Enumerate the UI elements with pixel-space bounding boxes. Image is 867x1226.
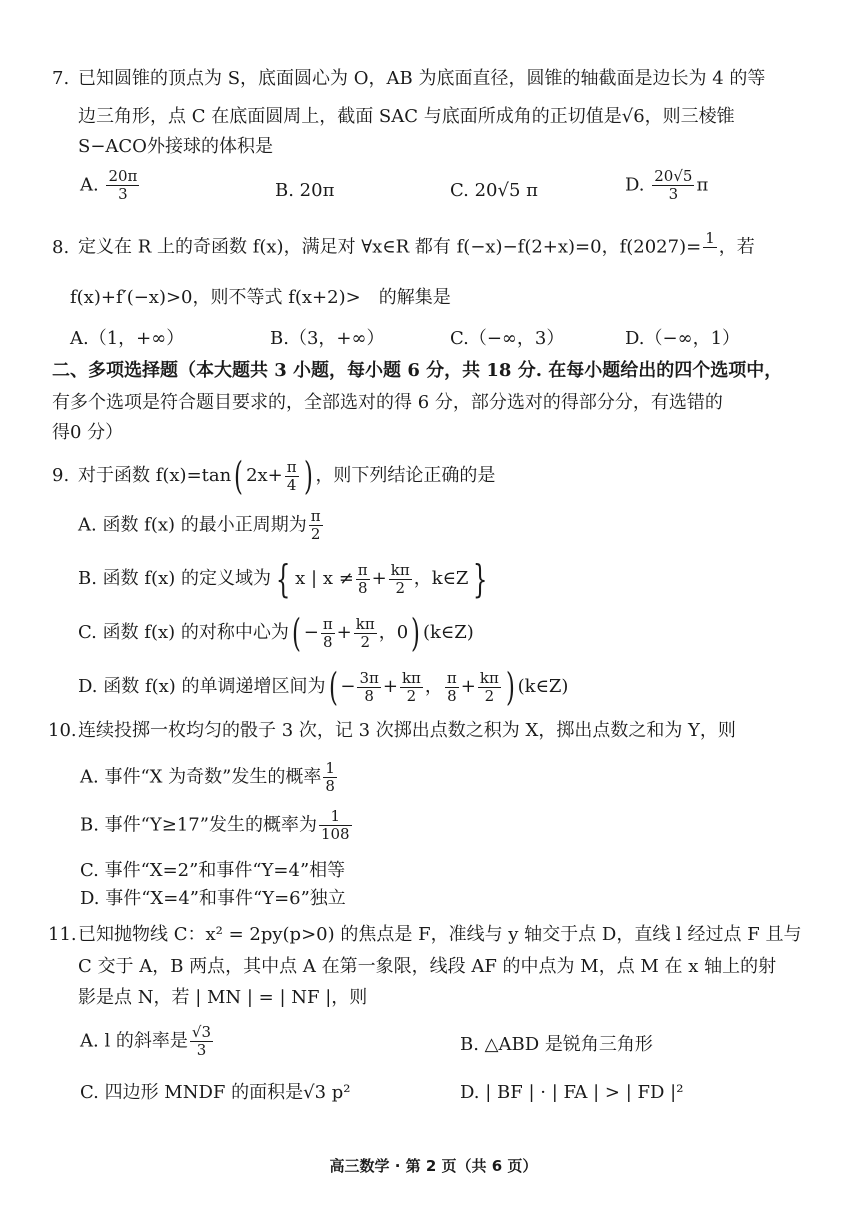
q7-option-b: B. 20π (275, 180, 335, 201)
q10-stem (48, 718, 736, 744)
q8-line1 (52, 230, 755, 265)
q9-option-a (78, 508, 325, 543)
q10-option-a-text: A. 事件“X 为奇数”发生的概率 (80, 766, 322, 788)
q9-option-d-den1: 8 (364, 686, 374, 705)
q9-option-d-num2: kπ (401, 668, 421, 687)
q7-option-a-num: 20π (108, 167, 138, 185)
q9-stem-a: 对于函数 f(x)=tan (78, 465, 232, 486)
q8-option-d: D.（−∞，1） (625, 328, 741, 349)
q9-option-b-frac2 (389, 562, 412, 597)
q9-option-d-frac3 (445, 670, 459, 705)
q9-option-d-frac1 (357, 670, 380, 705)
q9-option-b-den2: 2 (395, 578, 405, 597)
q11-option-a-num: √3 (191, 1023, 212, 1041)
q7-option-a-den: 3 (118, 185, 128, 203)
q8-option-b: B.（3，+∞） (270, 328, 385, 349)
q9-stem-frac (285, 459, 299, 494)
q9-option-b-plus: + (371, 568, 387, 589)
q8-frac-num: 1 (705, 229, 715, 247)
q9-option-d-num1: 3π (359, 668, 379, 687)
q7-option-d-label: D. (625, 174, 645, 196)
q9-paren-open: ( (234, 454, 244, 498)
q9-option-d-num3: π (446, 668, 457, 687)
q9-option-c-frac2 (354, 616, 377, 651)
q9-option-d-paren-close: ) (505, 665, 515, 709)
q9-stem-frac-den: 4 (286, 475, 297, 494)
q9-stem-b: ，则下列结论正确的是 (315, 465, 496, 486)
q9-option-c-paren-close: ) (411, 611, 421, 655)
q9-paren-close: ) (303, 454, 313, 498)
q7-option-a-frac (106, 168, 139, 203)
q10-option-d: D. 事件“X=4”和事件“Y=6”独立 (80, 888, 346, 909)
q10-option-a (80, 760, 339, 795)
q9-option-b-tail: ，k∈Z (413, 568, 469, 589)
q9-option-c-k: (k∈Z) (423, 622, 474, 643)
q9-option-c-paren-open: ( (291, 611, 301, 655)
q10-stem-text: 连续投掷一枚均匀的骰子 3 次，记 3 次掷出点数之积为 X，掷出点数之和为 Y，则 (78, 720, 736, 741)
q8-number: 8. (52, 236, 70, 258)
q9-stem (52, 456, 495, 496)
q9-stem-frac-num: π (286, 457, 297, 476)
q9-option-d-paren-open: ( (328, 665, 338, 709)
section2-line1: 二、多项选择题（本大题共 3 小题，每小题 6 分，共 18 分. 在每小题给出的四个选项中， (52, 360, 783, 381)
q8-text-1b: ，若 (718, 236, 755, 258)
q8-frac (703, 230, 717, 265)
q9-option-d (78, 665, 569, 709)
q8-text-1a: 定义在 R 上的奇函数 f(x)，满足对 ∀x∈R 都有 f(−x)−f(2+x)=0，f(2027)= (78, 236, 702, 258)
q9-option-c-plus: + (336, 622, 352, 643)
q9-number: 9. (52, 465, 70, 486)
q10-option-b-den: 108 (320, 825, 350, 843)
q9-option-d-frac2 (400, 670, 423, 705)
q9-option-b-num2: kπ (390, 560, 410, 579)
q11-option-c: C. 四边形 MNDF 的面积是√3 p² (80, 1082, 351, 1103)
q10-option-a-num: 1 (325, 759, 335, 777)
q7-text-1: 已知圆锥的顶点为 S，底面圆心为 O，AB 为底面直径，圆锥的轴截面是边长为 4 的等 (78, 68, 766, 89)
q9-option-d-num4: kπ (479, 668, 499, 687)
q7-option-d-num: 20√5 (654, 167, 693, 185)
q9-option-c-den1: 8 (322, 632, 333, 651)
q10-option-b (80, 808, 354, 843)
q7-option-d-tail: π (696, 174, 709, 196)
q11-number: 11. (48, 924, 77, 945)
q9-option-d-plus1: + (382, 676, 398, 697)
q9-option-b-num1: π (357, 560, 368, 579)
q9-option-c-num2: kπ (355, 614, 375, 633)
q9-option-d-k: (k∈Z) (517, 676, 569, 697)
q8-option-a: A.（1，+∞） (70, 328, 185, 349)
q7-option-d-frac (652, 168, 694, 203)
q10-option-a-frac (323, 760, 337, 795)
q9-option-d-minus: − (340, 676, 356, 697)
q10-option-a-den: 8 (325, 777, 335, 795)
q10-option-b-text: B. 事件“Y≥17”发生的概率为 (80, 814, 317, 836)
q9-option-b-text: B. 函数 f(x) 的定义域为 (78, 568, 271, 589)
q9-option-b-set: x | x ≠ (295, 568, 354, 589)
q9-option-c-den2: 2 (360, 632, 371, 651)
q9-option-d-text: D. 函数 f(x) 的单调递增区间为 (78, 676, 326, 697)
q11-option-a-frac (190, 1024, 213, 1059)
q9-option-d-den2: 2 (406, 686, 417, 705)
section2-line3: 得0 分） (52, 422, 124, 443)
q9-option-d-frac4 (478, 670, 501, 705)
q8-option-c: C.（−∞，3） (450, 328, 565, 349)
q7-line1 (52, 66, 765, 92)
q9-stem-inner: 2x+ (246, 465, 283, 486)
q9-option-a-frac (309, 508, 323, 543)
q9-option-b-brace-open: { (275, 557, 291, 601)
q9-option-a-den: 2 (310, 525, 321, 543)
section2-line2: 有多个选项是符合题目要求的，全部选对的得 6 分，部分选对的得部分分，有选错的 (52, 392, 723, 413)
q9-option-d-comma: ， (424, 676, 443, 697)
q9-option-c-text: C. 函数 f(x) 的对称中心为 (78, 622, 289, 643)
q8-text-2-tail: 的解集是 (378, 287, 451, 308)
q9-option-c-frac1 (321, 616, 335, 651)
q11-option-b: B. △ABD 是锐角三角形 (460, 1034, 653, 1055)
q9-option-d-den3: 8 (447, 686, 457, 705)
q9-option-c-num1: π (322, 614, 333, 633)
q11-line2: C 交于 A，B 两点，其中点 A 在第一象限，线段 AF 的中点为 M，点 M 在 x 轴上的射 (78, 956, 777, 977)
q11-line3: 影是点 N，若 | MN | = | NF |，则 (78, 987, 368, 1008)
q11-option-d: D. | BF | · | FA | > | FD |² (460, 1082, 684, 1103)
q10-option-c: C. 事件“X=2”和事件“Y=4”相等 (80, 860, 346, 881)
q11-text-1: 已知抛物线 C：x² = 2py(p>0) 的焦点是 F，准线与 y 轴交于点 D，直线 l 经过点 F 且与 (78, 924, 802, 945)
q9-option-b-brace-close: } (473, 557, 488, 601)
q7-line2: 边三角形，点 C 在底面圆周上，截面 SAC 与底面所成角的正切值是√6，则三棱锥 (78, 106, 735, 127)
q9-option-d-den4: 2 (484, 686, 495, 705)
q9-option-d-plus2: + (460, 676, 476, 697)
q9-option-a-text: A. 函数 f(x) 的最小正周期为 (78, 514, 307, 536)
q9-option-c-tail: ，0 (378, 622, 409, 643)
q9-option-c (78, 611, 474, 655)
q11-option-a-text: A. l 的斜率是 (80, 1030, 188, 1052)
q11-option-a (80, 1024, 215, 1059)
q7-option-c: C. 20√5 π (450, 180, 538, 201)
q10-option-b-frac (319, 808, 352, 843)
q7-option-d-den: 3 (668, 185, 679, 203)
q7-option-a (80, 168, 141, 203)
q11-line1 (48, 922, 801, 948)
q11-option-a-den: 3 (196, 1041, 207, 1059)
q7-line3: S−ACO外接球的体积是 (78, 136, 273, 157)
q8-frac-den (703, 248, 717, 265)
q10-option-b-num: 1 (319, 808, 352, 826)
q8-line2 (70, 285, 451, 311)
q8-text-2: f(x)+f′(−x)>0，则不等式 f(x+2)> (70, 287, 361, 308)
q7-option-a-label: A. (80, 174, 99, 196)
q10-number: 10. (48, 720, 77, 741)
q9-option-a-num: π (310, 507, 321, 525)
q9-option-b-den1: 8 (357, 578, 368, 597)
q9-option-b-frac1 (356, 562, 370, 597)
q9-option-b (78, 557, 493, 601)
page-footer: 高三数学 · 第 2 页（共 6 页） (329, 1157, 538, 1175)
q9-option-c-minus: − (303, 622, 319, 643)
q7-option-d (625, 168, 708, 203)
q7-number: 7. (52, 68, 70, 89)
